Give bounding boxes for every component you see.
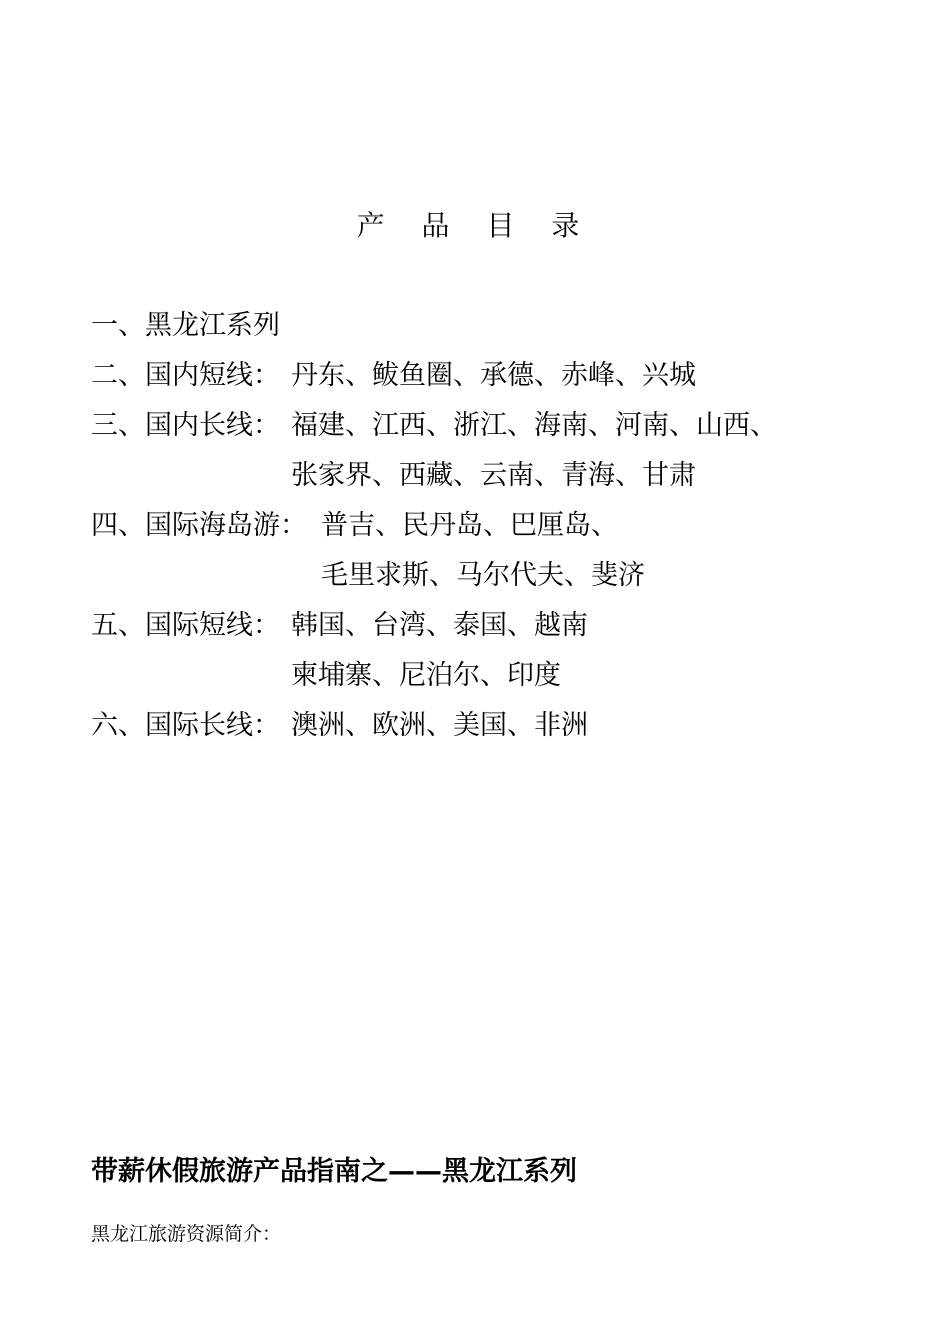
toc-entry-intl-short[interactable]: [91, 605, 911, 655]
toc-destinations: 韩国、台湾、泰国、越南: [291, 610, 588, 641]
toc-destinations: 柬埔寨、尼泊尔、印度: [291, 660, 561, 691]
toc-label: 三、国内长线：: [91, 410, 280, 441]
toc-entry-island-continued: [91, 555, 911, 605]
toc-entry-domestic-short[interactable]: [91, 355, 911, 405]
toc-entry-domestic-long[interactable]: [91, 405, 911, 455]
toc-label: 六、国际长线：: [91, 710, 280, 741]
section-intro: 黑龙江旅游资源简介：: [91, 1223, 282, 1245]
toc-destinations: 丹东、鲅鱼圈、承德、赤峰、兴城: [291, 360, 696, 391]
page-title: 产 品 目 录: [356, 209, 594, 242]
toc-destinations: 普吉、民丹岛、巴厘岛、: [321, 510, 618, 541]
toc-entry-domestic-long-continued: [91, 455, 911, 505]
toc-destinations: 澳洲、欧洲、美国、非洲: [291, 710, 588, 741]
toc-entry-intl-long[interactable]: [91, 705, 911, 755]
section-heading: 带薪休假旅游产品指南之——黑龙江系列: [91, 1156, 577, 1187]
toc-label: 五、国际短线：: [91, 610, 280, 641]
toc-entry-intl-short-continued: [91, 655, 911, 705]
toc-entry-heilongjiang[interactable]: [91, 305, 911, 355]
toc-entry-island[interactable]: [91, 505, 911, 555]
toc-label: 二、国内短线：: [91, 360, 280, 391]
toc-destinations: 福建、江西、浙江、海南、河南、山西、: [291, 410, 777, 441]
toc-destinations: 张家界、西藏、云南、青海、甘肃: [291, 460, 696, 491]
table-of-contents: [91, 305, 911, 755]
toc-label: 四、国际海岛游：: [91, 510, 307, 541]
toc-label: 一、黑龙江系列: [91, 310, 280, 341]
toc-destinations: 毛里求斯、马尔代夫、斐济: [321, 560, 645, 591]
